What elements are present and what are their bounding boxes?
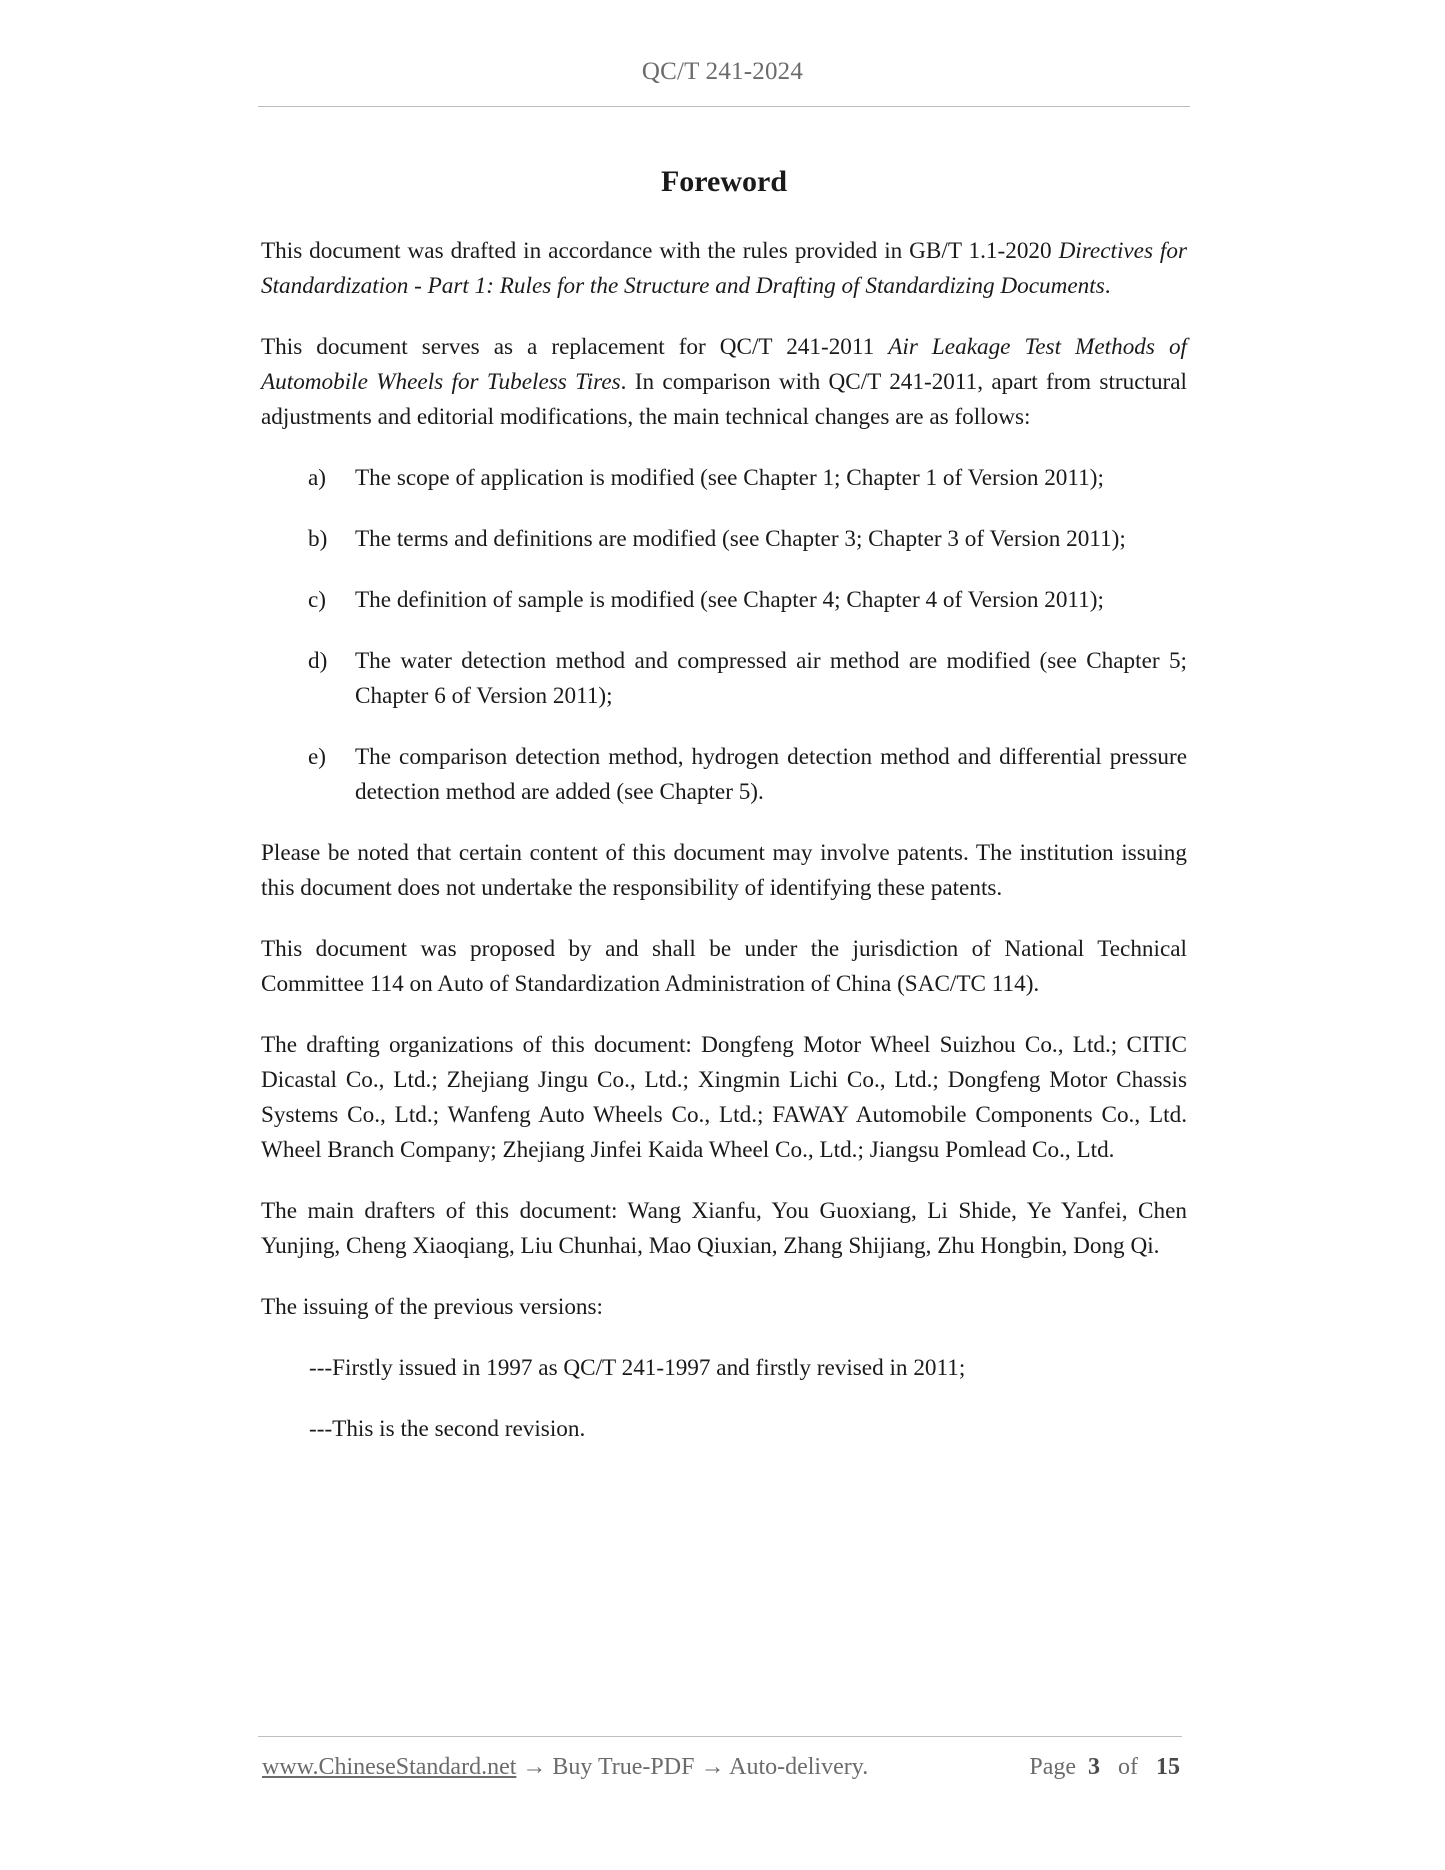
list-marker: a) (308, 465, 327, 491)
paragraph-replacement (261, 330, 1187, 435)
page-number (1029, 1754, 1180, 1781)
paragraph-patents: Please be noted that certain content of this document may involve patents. The institution issuing this document does not undertake the responsibility of identifying these patents. (261, 840, 1187, 901)
list-item-text: The terms and definitions are modified (see Chapter 3; Chapter 3 of Version 2011); (355, 526, 1126, 552)
website-link[interactable]: www.ChineseStandard.net (262, 1754, 517, 1780)
of-label: of (1118, 1754, 1138, 1780)
list-marker: c) (308, 587, 327, 613)
paragraph-text: . In comparison with QC/T 241-2011, apart from structural adjustments and editorial modifications, the main technical changes are as follows: (261, 369, 1187, 430)
list-marker: e) (308, 744, 327, 770)
paragraph-text: . (1104, 273, 1111, 299)
paragraph-jurisdiction: This document was proposed by and shall be under the jurisdiction of National Technical Committee 114 on Auto of Standardization Administration of China (SAC/TC 114). (261, 936, 1187, 997)
changes-list (261, 461, 1187, 810)
document-body (261, 160, 1187, 1473)
list-marker: b) (308, 526, 328, 552)
list-item-text: The scope of application is modified (see Chapter 1; Chapter 1 of Version 2011); (355, 465, 1104, 491)
page-header: QC/T 241-2024 (641, 58, 804, 85)
footer-left (262, 1754, 868, 1781)
footer-divider (258, 1736, 1182, 1737)
list-marker: d) (308, 648, 328, 674)
paragraph-drafting-organizations: The drafting organizations of this document: Dongfeng Motor Wheel Suizhou Co., Ltd.; CITIC Dicastal Co., Ltd.; Zhejiang Jingu Co., Ltd.; Xingmin Lichi Co., Ltd.; Dongfeng Motor Chassis Systems Co., Ltd.; Wanfeng Auto Wheels Co., Ltd.; FAWAY Automobile Components Co., Ltd. Wheel Branch Company; Zhejiang Jinfei Kaida Wheel Co., Ltd.; Jiangsu Pomlead Co., Ltd. (261, 1032, 1187, 1163)
standard-title: Air Leakage Test Methods of Automobile Wheels for Tubeless Tires (261, 334, 1187, 395)
list-item-text: The definition of sample is modified (see Chapter 4; Chapter 4 of Version 2011); (355, 587, 1104, 613)
paragraph-text: This document was drafted in accordance with the rules provided in GB/T 1.1-2020 (261, 238, 1059, 264)
paragraph-main-drafters: The main drafters of this document: Wang Xianfu, You Guoxiang, Li Shide, Ye Yanfei, Chen Yunjing, Cheng Xiaoqiang, Liu Chunhai, Mao Qiuxian, Zhang Shijiang, Zhu Hongbin, Dong Qi. (261, 1198, 1187, 1259)
list-item (261, 461, 1187, 496)
list-item-text: The water detection method and compressed air method are modified (see Chapter 5; Chapter 6 of Version 2011); (355, 648, 1187, 709)
paragraph-previous-versions: The issuing of the previous versions: (261, 1294, 603, 1320)
header-divider (258, 106, 1190, 107)
page-title: Foreword (660, 165, 788, 198)
page-total: 15 (1156, 1754, 1180, 1780)
page-label: Page (1029, 1754, 1076, 1780)
history-item: ---Firstly issued in 1997 as QC/T 241-1997 and firstly revised in 2011; (309, 1355, 966, 1381)
list-item (261, 740, 1187, 810)
history-item: ---This is the second revision. (309, 1416, 586, 1442)
page-footer (262, 1754, 1180, 1781)
footer-tagline: → Buy True-PDF → Auto-delivery. (516, 1754, 869, 1780)
paragraph-drafting-rules (261, 234, 1187, 304)
list-item (261, 522, 1187, 557)
list-item-text: The comparison detection method, hydrogen detection method and differential pressure detection method are added (see Chapter 5). (355, 744, 1187, 805)
paragraph-text: This document serves as a replacement for QC/T 241-2011 (261, 334, 889, 360)
standard-title: Directives for Standardization - Part 1: Rules for the Structure and Drafting of Standardizing Documents (261, 238, 1187, 299)
list-item (261, 644, 1187, 714)
page-current: 3 (1088, 1754, 1100, 1780)
list-item (261, 583, 1187, 618)
